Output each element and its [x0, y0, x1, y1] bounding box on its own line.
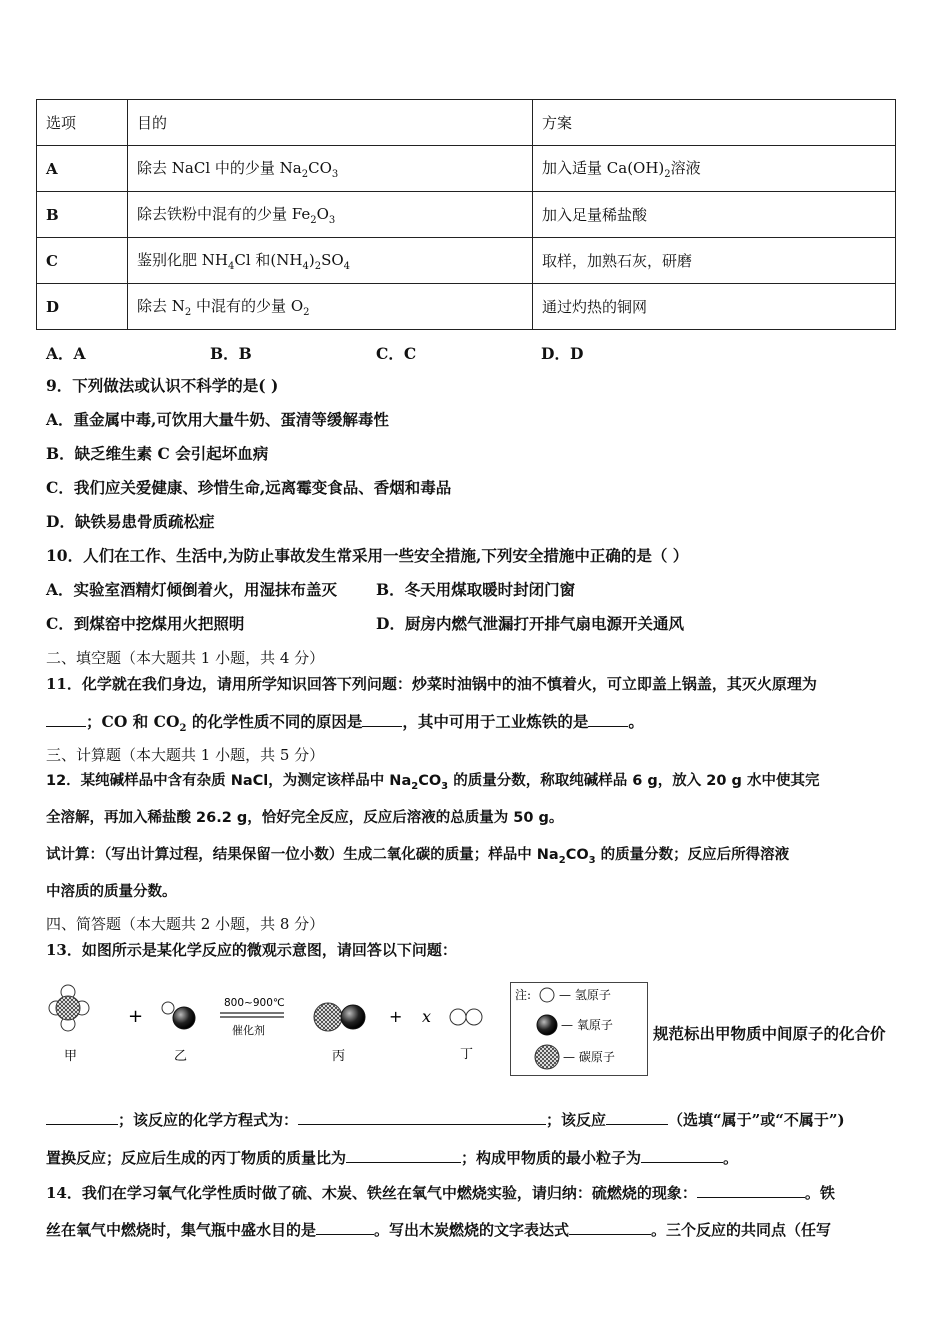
label-ding: 丁 — [460, 1047, 474, 1062]
q8-choice-b[interactable]: B．B — [210, 344, 252, 363]
hydrogen-atom — [466, 1009, 482, 1025]
row-option: B — [37, 192, 128, 238]
q12-line4: 中溶质的质量分数。 — [46, 884, 177, 900]
q10-choice-c[interactable]: C．到煤窑中挖煤用火把照明 — [46, 614, 245, 633]
table-row — [37, 192, 896, 238]
legend-oxygen: — 氧原子 — [561, 1018, 613, 1032]
condition-temperature: 800~900℃ — [224, 997, 285, 1009]
legend-box — [510, 982, 648, 1076]
q8-choice-c[interactable]: C．C — [376, 344, 417, 363]
q13-blank-4[interactable] — [346, 1147, 461, 1163]
row-purpose: 除去 NaCl 中的少量 $Na_2CO_3$ — [128, 146, 533, 192]
q10-choice-d[interactable]: D．厨房内燃气泄漏打开排气扇电源开关通风 — [376, 614, 684, 633]
q13-blank-1[interactable] — [46, 1109, 118, 1125]
q8-choice-d[interactable]: D．D — [541, 344, 584, 363]
table-row — [37, 146, 896, 192]
row-option: A — [37, 146, 128, 192]
table-row — [37, 238, 896, 284]
coefficient-x: x — [422, 1007, 432, 1026]
plus-sign: + — [389, 1007, 403, 1026]
row-plan: 加入适量 $Ca(OH)_2$溶液 — [533, 146, 896, 192]
carbon-atom — [56, 996, 80, 1020]
section-4-heading: 四、简答题（本大题共 2 小题，共 8 分） — [46, 915, 325, 933]
label-bing: 丙 — [332, 1049, 346, 1064]
hydrogen-atom-icon — [540, 988, 554, 1002]
hydrogen-molecule — [450, 1009, 482, 1025]
label-yi: 乙 — [174, 1049, 188, 1064]
legend-hydrogen: — 氢原子 — [559, 988, 611, 1002]
q13-blank-5[interactable] — [641, 1147, 723, 1163]
methane-molecule — [49, 985, 89, 1031]
q12-line3: 试计算：（写出计算过程，结果保留一位小数）生成二氧化碳的质量；样品中 $Na_2CO_3$ 的质量分数；反应后所得溶液 — [46, 847, 790, 866]
q13-line3: 置换反应；反应后生成的丙丁物质的质量比为 ；构成甲物质的最小粒子为 。 — [46, 1149, 739, 1167]
hydrogen-atom — [450, 1009, 466, 1025]
q9-choice-c[interactable]: C．我们应关爱健康、珍惜生命,远离霉变食品、香烟和毒品 — [46, 478, 452, 497]
row-purpose: 鉴别化肥 $NH_4Cl$ 和$(NH_4)_2SO_4$ — [128, 238, 533, 284]
q9-choice-d[interactable]: D．缺铁易患骨质疏松症 — [46, 512, 215, 531]
oxygen-atom-icon — [537, 1015, 557, 1035]
q13-blank-2[interactable] — [298, 1109, 546, 1125]
row-plan: 取样，加熟石灰，研磨 — [533, 238, 896, 284]
row-purpose: 除去铁粉中混有的少量 $Fe_2O_3$ — [128, 192, 533, 238]
row-plan: 加入足量稀盐酸 — [533, 192, 896, 238]
header-option: 选项 — [37, 100, 128, 146]
q14-blank-1[interactable] — [697, 1182, 805, 1198]
q11-blank-3[interactable] — [588, 711, 628, 727]
row-purpose: 除去 $N_2$ 中混有的少量 $O_2$ — [128, 284, 533, 330]
header-plan: 方案 — [533, 100, 896, 146]
q14-blank-3[interactable] — [569, 1219, 651, 1235]
oxygen-atom — [341, 1005, 365, 1029]
q12-line2: 全溶解，再加入稀盐酸 26.2 g，恰好完全反应，反应后溶液的总质量为 50 g。 — [46, 810, 564, 826]
table-header-row — [37, 100, 896, 146]
condition-catalyst: 催化剂 — [232, 1024, 265, 1037]
label-jia: 甲 — [64, 1049, 78, 1064]
legend-carbon: — 碳原子 — [563, 1050, 615, 1064]
q14-line1: 14．我们在学习氧气化学性质时做了硫、木炭、铁丝在氧气中燃烧实验，请归纳：硫燃烧的现象： 。铁 — [46, 1184, 835, 1202]
carbon-atom — [314, 1003, 342, 1031]
row-option: D — [37, 284, 128, 330]
q12-line1: 12．某纯碱样品中含有杂质 NaCl，为测定该样品中 $Na_2CO_3$ 的质量分数，称取纯碱样品 6 g，放入 20 g 水中使其完 — [46, 773, 820, 792]
q9-stem: 9．下列做法或认识不科学的是( ) — [46, 376, 279, 395]
table-row — [37, 284, 896, 330]
q11-blank-1[interactable] — [46, 711, 86, 727]
q9-choice-a[interactable]: A．重金属中毒,可饮用大量牛奶、蛋清等缓解毒性 — [46, 410, 389, 429]
q10-stem: 10．人们在工作、生活中,为防止事故发生常采用一些安全措施,下列安全措施中正确的是（ ） — [46, 546, 689, 565]
carbon-monoxide-molecule — [314, 1003, 365, 1031]
oxygen-atom — [173, 1007, 195, 1029]
section-3-heading: 三、计算题（本大题共 1 小题，共 5 分） — [46, 746, 325, 764]
q11-blank-2[interactable] — [362, 711, 402, 727]
q14-line2: 丝在氧气中燃烧时，集气瓶中盛水目的是 。写出木炭燃烧的文字表达式 。三个反应的共同点（任写 — [46, 1221, 832, 1239]
carbon-atom-icon — [535, 1045, 559, 1069]
q8-choice-a[interactable]: A．A — [46, 344, 86, 363]
row-plan: 通过灼热的铜网 — [533, 284, 896, 330]
q13-blank-3[interactable] — [606, 1109, 668, 1125]
legend-title: 注: — [515, 988, 532, 1002]
q13-side-prompt: 规范标出甲物质中间原子的化合价 — [653, 1024, 886, 1043]
section-2-heading: 二、填空题（本大题共 1 小题，共 4 分） — [46, 649, 325, 667]
q11-line1: 11．化学就在我们身边，请用所学知识回答下列问题：炒菜时油锅中的油不慎着火，可立即盖上锅盖，其灭火原理为 — [46, 675, 817, 693]
row-option: C — [37, 238, 128, 284]
options-table — [36, 99, 896, 330]
header-purpose: 目的 — [128, 100, 533, 146]
q11-line2: ；CO 和 $CO_2$ 的化学性质不同的原因是 ，其中可用于工业炼铁的是 。 — [46, 711, 644, 739]
q10-choice-b[interactable]: B．冬天用煤取暖时封闭门窗 — [376, 580, 576, 599]
q14-blank-2[interactable] — [316, 1219, 374, 1235]
q10-choice-a[interactable]: A．实验室酒精灯倾倒着火，用湿抹布盖灭 — [46, 580, 338, 599]
hydrogen-atom — [162, 1002, 174, 1014]
q13-line2: ；该反应的化学方程式为： ；该反应 （选填“属于”或“不属于”) — [46, 1109, 845, 1130]
water-molecule — [162, 1002, 195, 1029]
plus-sign: + — [128, 1006, 144, 1027]
q9-choice-b[interactable]: B．缺乏维生素 C 会引起坏血病 — [46, 444, 269, 463]
legend-graphic — [511, 983, 647, 1075]
q13-stem: 13．如图所示是某化学反应的微观示意图，请回答以下问题： — [46, 941, 457, 959]
